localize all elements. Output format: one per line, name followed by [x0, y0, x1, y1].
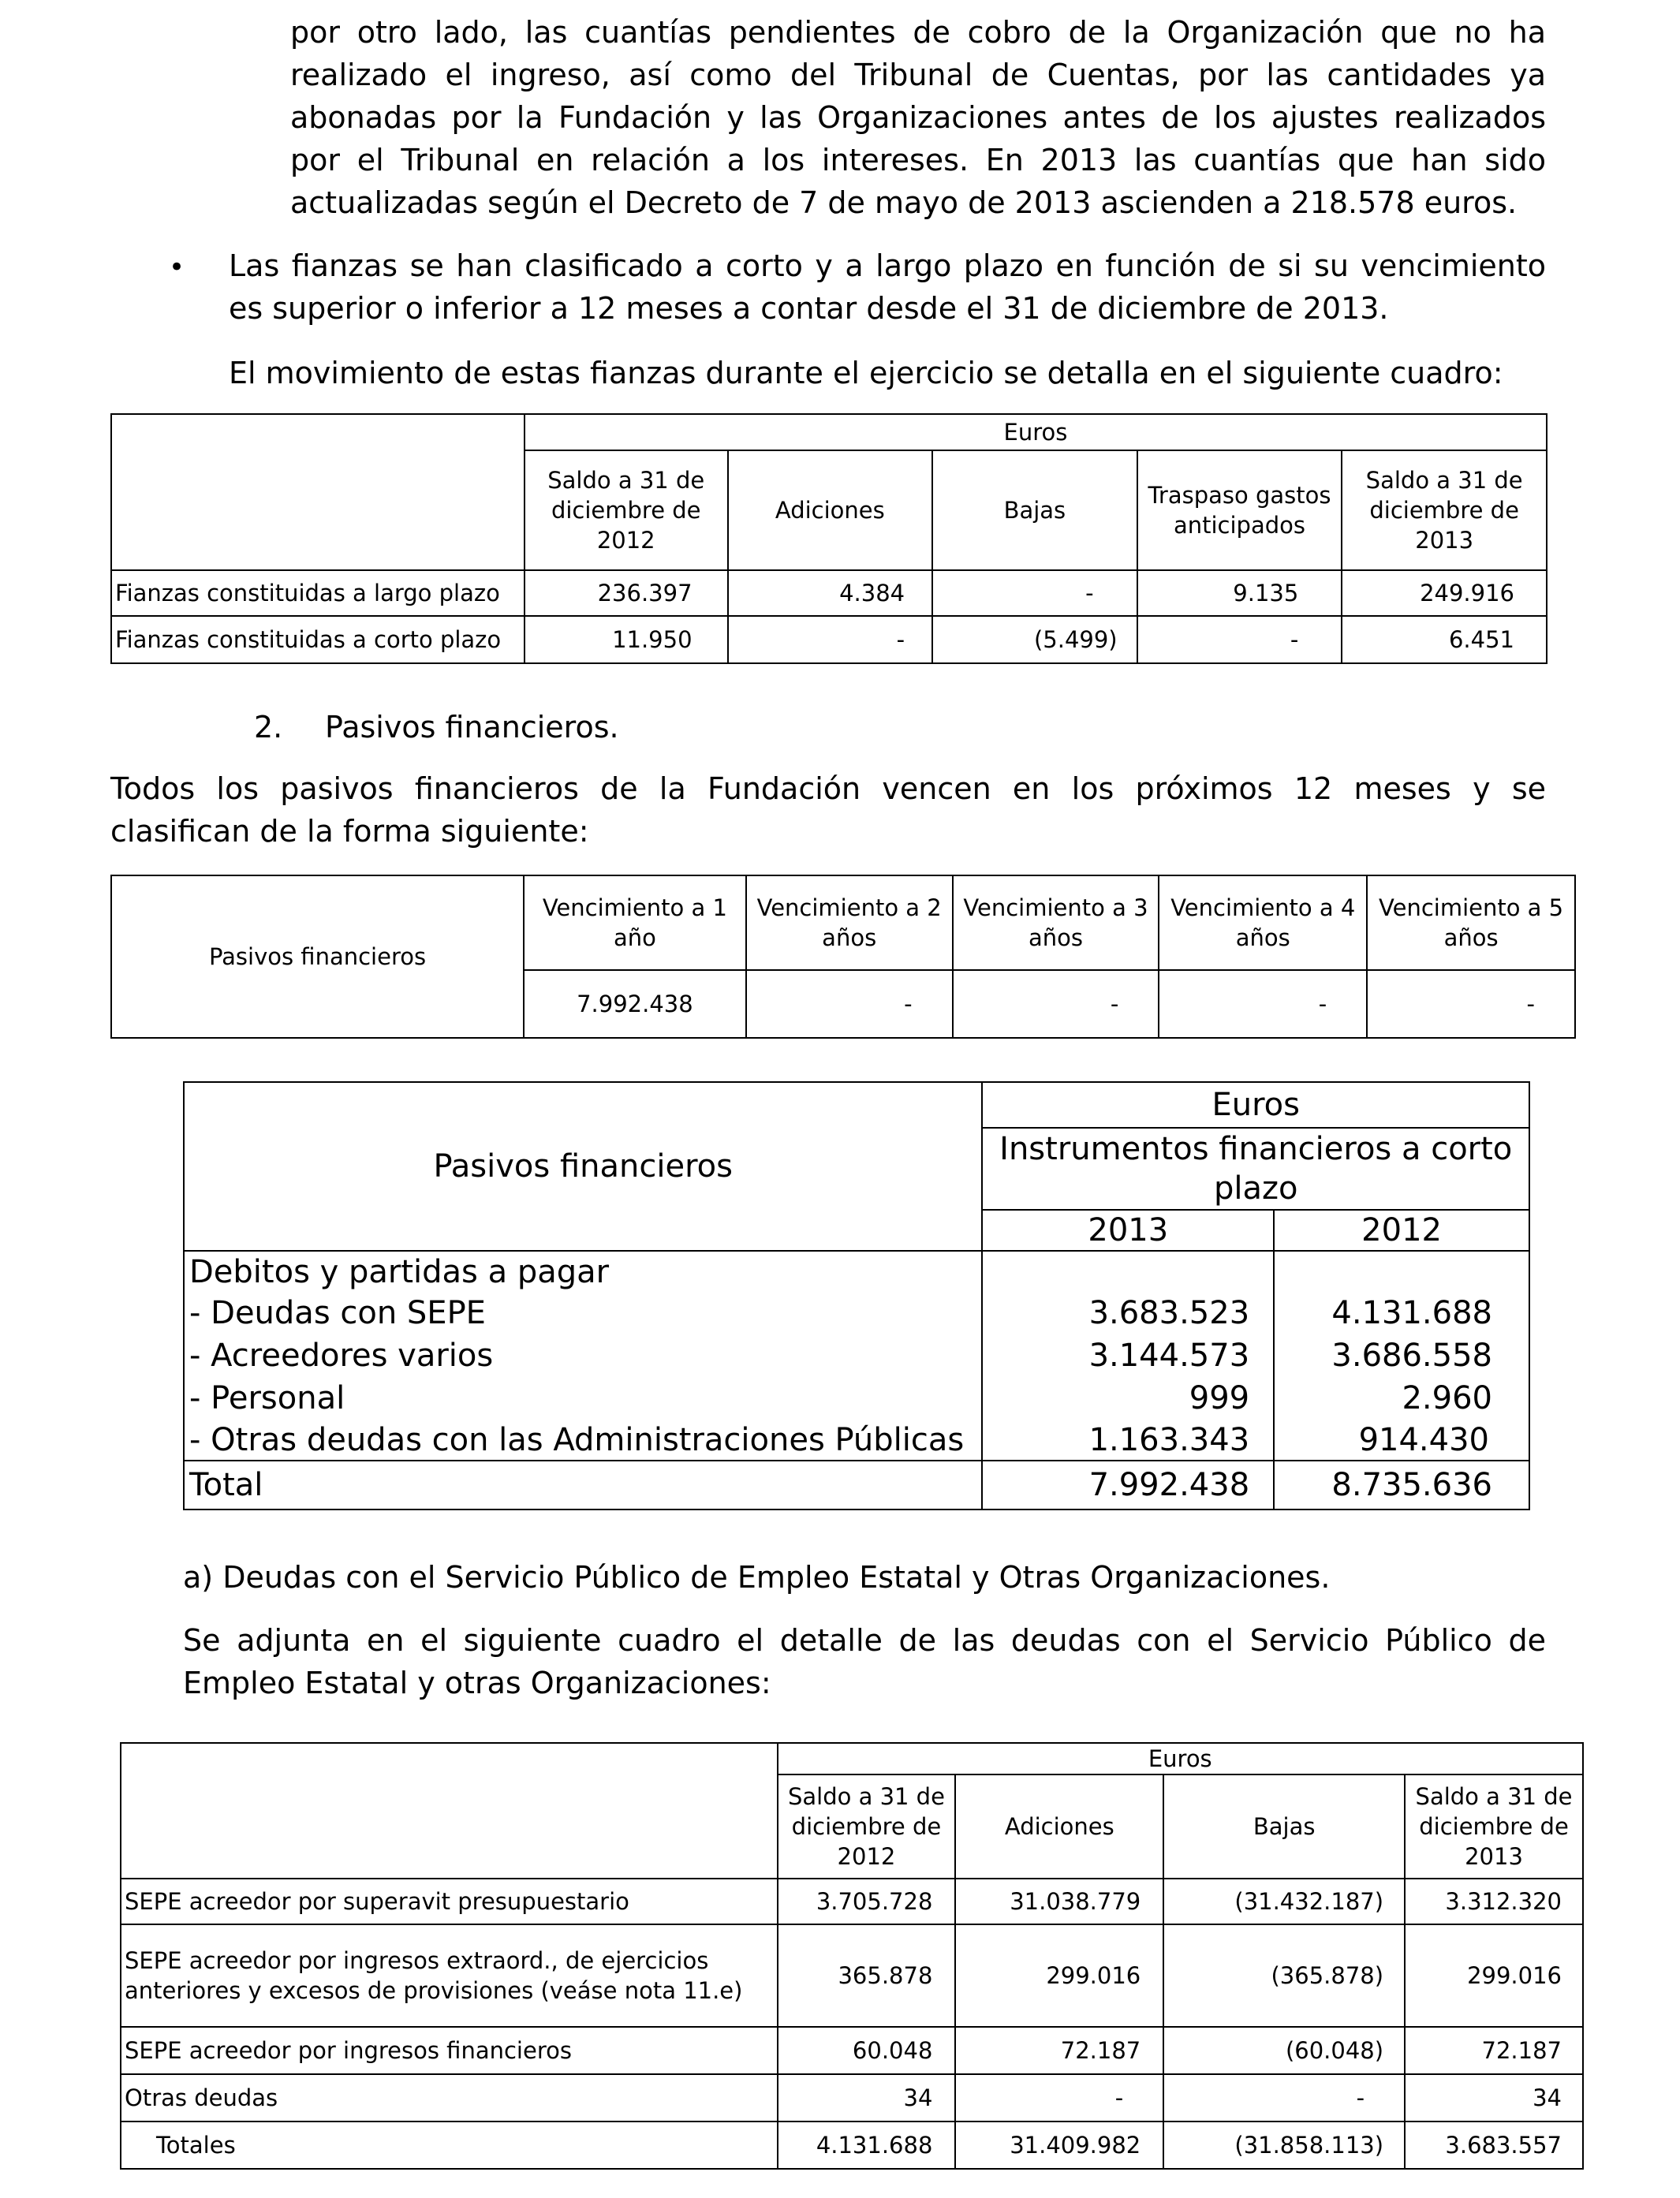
fianzas-cell: 4.384	[728, 570, 933, 616]
sepe-corner-cell	[121, 1743, 778, 1879]
pasivos-empty-cell	[1274, 1251, 1529, 1292]
fianzas-col-header: Traspaso gastos anticipados	[1137, 450, 1342, 570]
sepe-cell: (31.432.187)	[1163, 1879, 1405, 1924]
sepe-cell: (60.048)	[1163, 2027, 1405, 2074]
pasivos-group-header: Euros	[982, 1082, 1529, 1128]
vencimiento-col-header: Vencimiento a 5 años	[1367, 875, 1575, 970]
fianzas-group-header: Euros	[525, 414, 1547, 450]
vencimiento-cell: -	[746, 970, 953, 1038]
sepe-group-header: Euros	[778, 1743, 1583, 1774]
pasivos-cell: 2.960	[1274, 1377, 1529, 1420]
section2-line: Todos los pasivos financieros de la Fundación vencen en los próximos 12 meses y se	[110, 771, 1546, 806]
sepe-cell: 60.048	[778, 2027, 956, 2074]
sepe-total-cell: (31.858.113)	[1163, 2121, 1405, 2169]
table-row	[121, 2121, 1583, 2169]
fianzas-table	[110, 413, 1547, 664]
section2-paragraph	[110, 767, 1546, 853]
sepe-total-cell: 3.683.557	[1405, 2121, 1583, 2169]
intro-line: abonadas por la Fundación y las Organizaciones antes de los ajustes realizados	[290, 100, 1546, 135]
intro-line: por el Tribunal en relación a los intereses. En 2013 las cuantías que han sido	[290, 143, 1546, 177]
table-row	[121, 1924, 1583, 2027]
table-row	[111, 616, 1547, 663]
pasivos-cell: 3.686.558	[1274, 1334, 1529, 1377]
sepe-row-label: SEPE acreedor por ingresos extraord., de ejercicios anteriores y excesos de provisiones (veáse nota 11.e)	[121, 1924, 778, 2027]
pasivos-cell: 999	[982, 1377, 1274, 1420]
section-a-heading: a) Deudas con el Servicio Público de Empleo Estatal y Otras Organizaciones.	[183, 1560, 1331, 1595]
section2-title: Pasivos financieros.	[325, 710, 619, 744]
pasivos-year-header: 2013	[982, 1210, 1274, 1251]
pasivos-total-cell: 7.992.438	[982, 1461, 1274, 1509]
section-a-line: Se adjunta en el siguiente cuadro el detalle de las deudas con el Servicio Público de	[183, 1623, 1546, 1658]
fianzas-cell: 236.397	[525, 570, 728, 616]
sepe-cell: 299.016	[955, 1924, 1163, 2027]
bullet-paragraph	[229, 244, 1546, 330]
vencimiento-cell: -	[1159, 970, 1367, 1038]
fianzas-col-header: Bajas	[932, 450, 1137, 570]
fianzas-cell: 9.135	[1137, 570, 1342, 616]
sepe-cell: 299.016	[1405, 1924, 1583, 2027]
pasivos-cell: 3.683.523	[982, 1292, 1274, 1334]
sepe-cell: 365.878	[778, 1924, 956, 2027]
fianzas-row-label: Fianzas constituidas a largo plazo	[111, 570, 525, 616]
sepe-col-header: Saldo a 31 de diciembre de 2013	[1405, 1774, 1583, 1879]
vencimiento-cell: -	[953, 970, 1159, 1038]
intro-line: realizado el ingreso, así como del Tribunal de Cuentas, por las cantidades ya	[290, 58, 1546, 92]
table-row	[184, 1420, 1529, 1461]
intro-line: por otro lado, las cuantías pendientes de cobro de la Organización que no ha	[290, 15, 1546, 50]
pasivos-total-cell: 8.735.636	[1274, 1461, 1529, 1509]
section2-line: clasifican de la forma siguiente:	[110, 814, 589, 849]
fianzas-cell: 249.916	[1342, 570, 1547, 616]
pasivos-cell: 1.163.343	[982, 1420, 1274, 1461]
sepe-cell: -	[1163, 2074, 1405, 2121]
vencimiento-col-header: Vencimiento a 4 años	[1159, 875, 1367, 970]
pasivos-total-label: Total	[184, 1461, 982, 1509]
sepe-cell: 72.187	[1405, 2027, 1583, 2074]
intro-paragraph	[290, 11, 1546, 224]
intro-line: actualizadas según el Decreto de 7 de mayo de 2013 ascienden a 218.578 euros.	[290, 185, 1518, 220]
section2-number: 2.	[254, 710, 283, 744]
table-row	[121, 2027, 1583, 2074]
table-row	[184, 1334, 1529, 1377]
table-row	[184, 1292, 1529, 1334]
section-a-paragraph	[183, 1619, 1546, 1704]
table-row	[184, 1461, 1529, 1509]
table-row	[111, 570, 1547, 616]
sepe-cell: -	[955, 2074, 1163, 2121]
table-row	[121, 2074, 1583, 2121]
fianzas-cell: -	[1137, 616, 1342, 663]
sepe-cell: 34	[1405, 2074, 1583, 2121]
vencimiento-col-header: Vencimiento a 1 año	[524, 875, 746, 970]
sepe-col-header: Bajas	[1163, 1774, 1405, 1879]
pasivos-cell: 3.144.573	[982, 1334, 1274, 1377]
pasivos-row-label: - Personal	[184, 1377, 982, 1420]
sepe-row-label: Otras deudas	[121, 2074, 778, 2121]
pasivos-category: Debitos y partidas a pagar	[184, 1251, 982, 1292]
fianzas-cell: (5.499)	[932, 616, 1137, 663]
table-row	[121, 1879, 1583, 1924]
movement-text: El movimiento de estas fianzas durante el ejercicio se detalla en el siguiente cuadro:	[229, 356, 1503, 390]
pasivos-cell: 4.131.688	[1274, 1292, 1529, 1334]
sepe-cell: 72.187	[955, 2027, 1163, 2074]
pasivos-table	[183, 1081, 1530, 1510]
pasivos-row-label: - Acreedores varios	[184, 1334, 982, 1377]
fianzas-cell: 6.451	[1342, 616, 1547, 663]
fianzas-cell: -	[932, 570, 1137, 616]
vencimiento-col-header: Vencimiento a 3 años	[953, 875, 1159, 970]
sepe-row-label: SEPE acreedor por superavit presupuestario	[121, 1879, 778, 1924]
vencimiento-col-header: Vencimiento a 2 años	[746, 875, 953, 970]
vencimiento-table	[110, 875, 1576, 1039]
sepe-cell: 3.312.320	[1405, 1879, 1583, 1924]
sepe-row-label: SEPE acreedor por ingresos financieros	[121, 2027, 778, 2074]
vencimiento-row-header: Pasivos financieros	[111, 875, 524, 1038]
pasivos-cell: 914.430	[1274, 1420, 1529, 1461]
sepe-cell: (365.878)	[1163, 1924, 1405, 2027]
fianzas-col-header: Saldo a 31 de diciembre de 2013	[1342, 450, 1547, 570]
pasivos-year-header: 2012	[1274, 1210, 1529, 1251]
fianzas-cell: -	[728, 616, 933, 663]
pasivos-row-label: - Otras deudas con las Administraciones Públicas	[184, 1420, 982, 1461]
fianzas-cell: 11.950	[525, 616, 728, 663]
bullet-symbol: •	[169, 252, 185, 283]
sepe-cell: 31.038.779	[955, 1879, 1163, 1924]
pasivos-row-label: - Deudas con SEPE	[184, 1292, 982, 1334]
vencimiento-cell: 7.992.438	[524, 970, 746, 1038]
sepe-cell: 3.705.728	[778, 1879, 956, 1924]
sepe-col-header: Saldo a 31 de diciembre de 2012	[778, 1774, 956, 1879]
fianzas-col-header: Saldo a 31 de diciembre de 2012	[525, 450, 728, 570]
pasivos-empty-cell	[982, 1251, 1274, 1292]
fianzas-row-label: Fianzas constituidas a corto plazo	[111, 616, 525, 663]
pasivos-sub-header: Instrumentos financieros a corto plazo	[982, 1128, 1529, 1210]
pasivos-row-header: Pasivos financieros	[184, 1082, 982, 1251]
sepe-col-header: Adiciones	[955, 1774, 1163, 1879]
bullet-line: Las fianzas se han clasificado a corto y a largo plazo en función de si su vencimiento	[229, 248, 1546, 283]
sepe-table	[120, 1742, 1584, 2170]
vencimiento-cell: -	[1367, 970, 1575, 1038]
table-row	[184, 1377, 1529, 1420]
fianzas-corner-cell	[111, 414, 525, 570]
sepe-total-cell: 31.409.982	[955, 2121, 1163, 2169]
bullet-line: es superior o inferior a 12 meses a contar desde el 31 de diciembre de 2013.	[229, 291, 1389, 326]
sepe-cell: 34	[778, 2074, 956, 2121]
sepe-total-label: Totales	[121, 2121, 778, 2169]
section-a-line: Empleo Estatal y otras Organizaciones:	[183, 1666, 771, 1700]
sepe-total-cell: 4.131.688	[778, 2121, 956, 2169]
fianzas-col-header: Adiciones	[728, 450, 933, 570]
